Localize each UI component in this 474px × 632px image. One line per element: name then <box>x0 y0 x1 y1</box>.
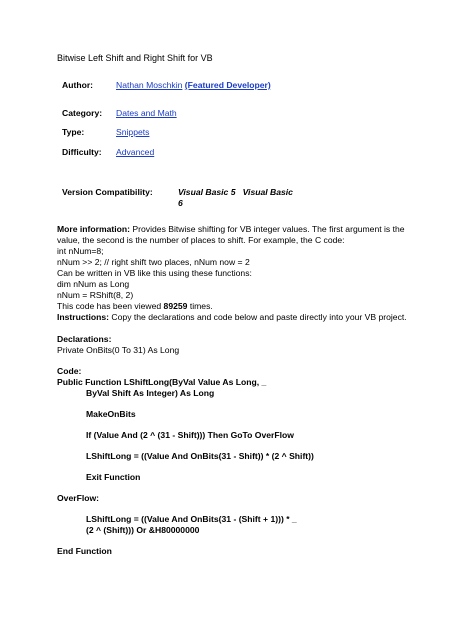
declarations-code: Private OnBits(0 To 31) As Long <box>57 345 180 355</box>
code-line: Public Function LShiftLong(ByVal Value As Long, _ <box>57 377 267 387</box>
version-value <box>178 187 293 209</box>
type-label: Type: <box>62 127 85 137</box>
more-info-line: nNum = RShift(8, 2) <box>57 290 134 300</box>
overflow-label: OverFlow: <box>57 493 100 503</box>
code-line: If (Value And (2 ^ (31 - Shift))) Then GoTo OverFlow <box>86 430 294 440</box>
more-info-first-line <box>57 224 417 235</box>
more-info-label: More information: <box>57 224 131 234</box>
page-title: Bitwise Left Shift and Right Shift for VB <box>57 53 213 63</box>
declarations-label: Declarations: <box>57 334 112 344</box>
author-label: Author: <box>62 80 94 90</box>
author-value <box>116 80 271 91</box>
more-info-lead: Provides Bitwise shifting for VB integer values. The first argument is the <box>130 224 405 234</box>
version-value-line1: Visual Basic 5 Visual Basic <box>178 187 293 197</box>
view-count-prefix: This code has been viewed <box>57 301 164 311</box>
code-line: (2 ^ (Shift))) Or &H80000000 <box>86 525 200 535</box>
author-link[interactable]: Nathan Moschkin <box>116 80 183 90</box>
view-count-line <box>57 301 417 312</box>
category-link[interactable]: Dates and Math <box>116 108 177 118</box>
more-info-line: int nNum=8; <box>57 246 104 256</box>
difficulty-link[interactable]: Advanced <box>116 147 155 157</box>
difficulty-label: Difficulty: <box>62 147 102 157</box>
category-label: Category: <box>62 108 103 118</box>
instructions-label: Instructions: <box>57 312 110 322</box>
code-line: LShiftLong = ((Value And OnBits(31 - Shift)) * (2 ^ Shift)) <box>86 451 314 461</box>
more-information <box>57 224 417 323</box>
more-info-line: value, the second is the number of places to shift. For example, the C code: <box>57 235 345 245</box>
type-link[interactable]: Snippets <box>116 127 150 137</box>
version-value-line2: 6 <box>178 198 183 208</box>
featured-developer-link[interactable]: (Featured Developer) <box>184 80 271 90</box>
code-label: Code: <box>57 366 82 376</box>
more-info-line: Can be written in VB like this using these functions: <box>57 268 252 278</box>
more-info-line: nNum >> 2; // right shift two places, nNum now = 2 <box>57 257 250 267</box>
version-label: Version Compatibility: <box>62 187 153 197</box>
instructions-line <box>57 312 417 323</box>
code-line: ByVal Shift As Integer) As Long <box>86 388 215 398</box>
end-function: End Function <box>57 546 112 556</box>
declarations-section <box>57 334 417 356</box>
view-count-suffix: times. <box>187 301 213 311</box>
code-section <box>57 366 417 557</box>
instructions-text: Copy the declarations and code below and paste directly into your VB project. <box>109 312 407 322</box>
code-line: MakeOnBits <box>86 409 136 419</box>
view-count: 89259 <box>163 301 188 311</box>
more-info-line: dim nNum as Long <box>57 279 130 289</box>
code-line: Exit Function <box>86 472 141 482</box>
code-line: LShiftLong = ((Value And OnBits(31 - (Shift + 1))) * _ <box>86 514 297 524</box>
